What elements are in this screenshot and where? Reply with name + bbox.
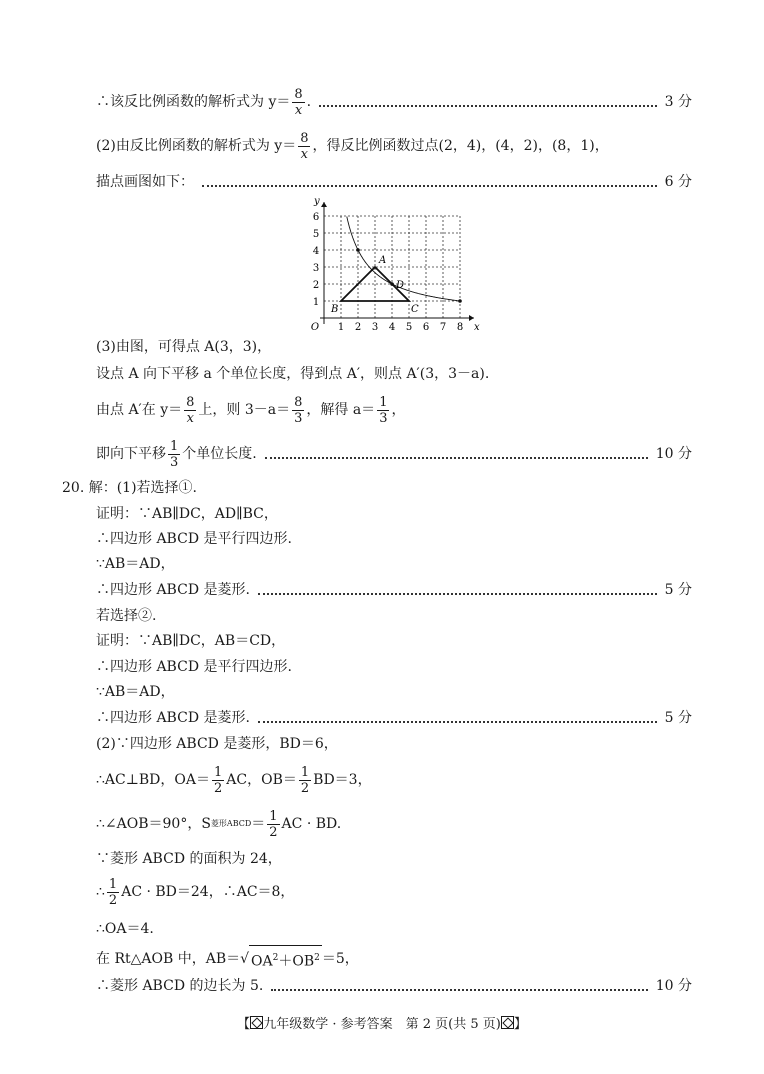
fraction: $\frac{1}{2}$ [269, 808, 278, 840]
leader-dots [265, 457, 648, 459]
y-axis-arrow [321, 202, 327, 207]
text: 个单位长度. [182, 446, 257, 462]
text: ∴AC⊥BD，OA＝ [96, 772, 210, 788]
exam-logo-icon [501, 1016, 514, 1029]
leader-dots [271, 989, 647, 991]
text: ∵AB＝AD， [96, 556, 175, 572]
score: 10 分 [655, 978, 692, 994]
fraction: $\frac{8}{x}$ [186, 394, 195, 426]
point-label: B [331, 304, 339, 315]
text: AC，OB＝ [226, 772, 297, 788]
y-tick-label: 1 [312, 297, 320, 308]
text: BD＝3， [313, 772, 372, 788]
answer-line [96, 86, 692, 118]
x-axis-label: x [474, 322, 480, 333]
answer-line [96, 764, 692, 796]
text: ∴∠AOB＝90°，S [96, 816, 211, 832]
answer-line [96, 527, 692, 551]
fraction: $\frac{8}{3}$ [294, 394, 303, 426]
text: ，得反比例函数过点(2，4)，(4，2)，(8，1)， [312, 138, 609, 154]
text: ∴菱形 ABCD 的边长为 5. [96, 978, 264, 994]
x-tick-label: 3 [371, 322, 379, 333]
leader-dots [258, 593, 657, 595]
answer-line [96, 876, 692, 908]
text: 若选择②. [96, 608, 157, 624]
text: ∴该反比例函数的解析式为 y＝ [96, 94, 291, 110]
y-tick-label: 3 [312, 263, 320, 274]
text: (3)由图，可得点 A(3，3)， [96, 339, 272, 355]
subscript: 菱形ABCD [210, 819, 252, 828]
x-tick-label: 1 [337, 322, 345, 333]
answer-line [96, 502, 692, 526]
text: ， [391, 402, 406, 418]
score: 6 分 [664, 174, 692, 190]
text: 20. 解：(1)若选择①. [62, 480, 197, 496]
y-tick-label: 5 [312, 229, 320, 240]
fraction: $\frac{8}{x}$ [300, 130, 309, 162]
fraction: $\frac{1}{2}$ [300, 764, 310, 796]
x-tick-label: 8 [456, 322, 464, 333]
text: ∴四边形 ABCD 是平行四边形. [96, 659, 292, 675]
x-tick-label: 4 [388, 322, 396, 333]
text: ∴四边形 ABCD 是菱形. [96, 710, 250, 726]
score: 5 分 [664, 582, 692, 598]
text: 由点 A′在 y＝ [96, 402, 183, 418]
answer-line [96, 604, 692, 628]
answer-line [96, 578, 692, 602]
text: 即向下平移 [96, 446, 166, 462]
answer-line [96, 680, 692, 704]
answer-line [96, 974, 692, 998]
answer-line [96, 732, 692, 756]
score: 3 分 [664, 94, 692, 110]
x-tick-label: 6 [422, 322, 430, 333]
question-heading [62, 476, 692, 500]
function-graph [300, 196, 480, 334]
answer-line [96, 362, 692, 386]
text: ∴ [96, 884, 105, 900]
fraction: $\frac{8}{x}$ [294, 86, 303, 118]
text: 在 Rt△AOB 中，AB＝ [96, 951, 241, 967]
text: 证明：∵AB∥DC，AB＝CD， [96, 633, 286, 649]
answer-line [96, 394, 692, 426]
score: 5 分 [664, 710, 692, 726]
answer-line [96, 552, 692, 576]
text: 描点画图如下： [96, 174, 194, 190]
fraction: $\frac{1}{3}$ [170, 438, 179, 470]
point-label: D [396, 280, 405, 291]
answer-line [96, 130, 692, 162]
y-axis-label: y [314, 196, 320, 207]
x-tick-label: 5 [405, 322, 413, 333]
text: ∵AB＝AD， [96, 684, 175, 700]
text: (2)由反比例函数的解析式为 y＝ [96, 138, 297, 154]
text: (2)∵四边形 ABCD 是菱形，BD＝6， [96, 736, 338, 752]
text: 证明：∵AB∥DC，AD∥BC， [96, 506, 278, 522]
answer-line [96, 438, 692, 470]
radical: $OA^2+OB^2$ [249, 945, 322, 974]
leader-dots [202, 185, 657, 187]
fraction: $\frac{1}{3}$ [379, 394, 388, 426]
text: ∴四边形 ABCD 是菱形. [96, 582, 250, 598]
exam-logo-icon [250, 1016, 263, 1029]
y-tick-label: 6 [312, 212, 320, 223]
answer-line: 在 Rt△AOB 中，AB＝ √ $OA^2+OB^2$ ＝5， [96, 947, 692, 971]
text: ∴OA＝4. [96, 921, 154, 937]
data-point [458, 299, 462, 303]
text: ，解得 a＝ [306, 402, 376, 418]
answer-line [96, 847, 692, 871]
score: 10 分 [655, 446, 692, 462]
answer-line [96, 629, 692, 653]
leader-dots [258, 721, 657, 723]
x-tick-label: 7 [439, 322, 447, 333]
text: ∴四边形 ABCD 是平行四边形. [96, 531, 292, 547]
text: . [306, 94, 312, 110]
x-tick-label: 2 [354, 322, 362, 333]
bracket: 】 [513, 1017, 527, 1032]
text: AC · BD＝24，∴AC＝8， [121, 884, 295, 900]
data-point [356, 248, 360, 252]
data-point [390, 282, 394, 286]
bracket: 【 [237, 1017, 251, 1032]
text: ∵菱形 ABCD 的面积为 24， [96, 851, 282, 867]
answer-line [96, 335, 692, 359]
fraction: $\frac{1}{2}$ [108, 876, 118, 908]
text: ＝ [251, 816, 266, 832]
point-label: C [411, 304, 419, 315]
answer-line [96, 655, 692, 679]
answer-line [96, 808, 692, 840]
text: AC · BD. [281, 816, 342, 832]
answer-line [96, 170, 692, 194]
origin-label: O [310, 322, 320, 333]
text: 设点 A 向下平移 a 个单位长度，得到点 A′，则点 A′(3，3－a). [96, 366, 490, 382]
text: 上，则 3－a＝ [198, 402, 291, 418]
answer-line [96, 706, 692, 730]
y-tick-label: 4 [312, 246, 320, 257]
page-footer [0, 1013, 764, 1032]
point-label: A [379, 255, 387, 266]
y-tick-label: 2 [312, 280, 320, 291]
answer-line [96, 917, 692, 941]
leader-dots [319, 105, 657, 107]
x-axis-arrow [469, 315, 474, 321]
text: ＝5， [321, 951, 359, 967]
footer-text: 九年级数学 · 参考答案 第 2 页(共 5 页) [263, 1017, 501, 1032]
fraction: $\frac{1}{2}$ [214, 764, 223, 796]
